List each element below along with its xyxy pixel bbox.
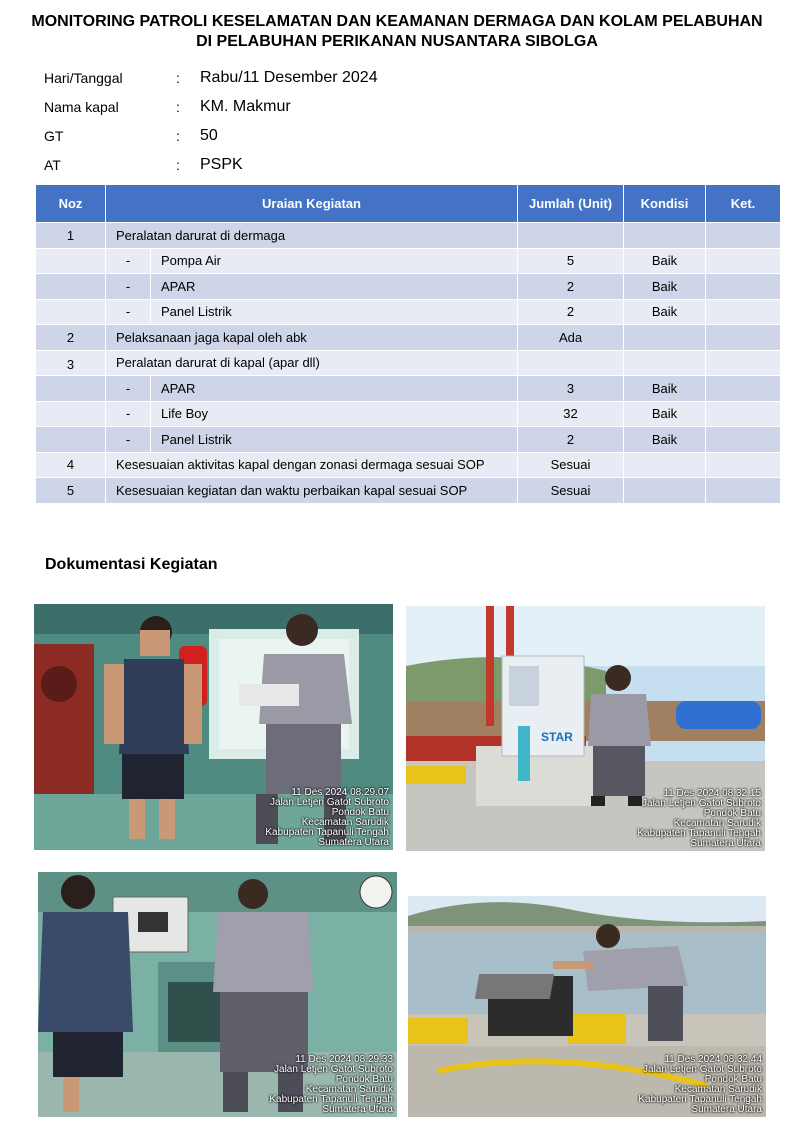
photo-dock-power-station — [406, 606, 765, 851]
cell-kondisi: Baik — [624, 427, 706, 453]
stamp-district: Kecamatan Sarudik — [305, 1084, 393, 1095]
cell-ket — [706, 248, 781, 274]
cell-no — [36, 376, 106, 402]
stamp-village: Pondok Batu — [335, 1074, 393, 1085]
info-colon: : — [176, 157, 180, 173]
info-value: KM. Makmur — [200, 98, 291, 115]
stamp-datetime: 11 Des 2024 08.32.15 — [663, 788, 761, 799]
cell-item: APAR — [151, 376, 518, 402]
cell-ket — [706, 401, 781, 427]
station-sign: STAR — [541, 730, 573, 744]
cell-dash: - — [106, 248, 151, 274]
cell-qty: 5 — [518, 248, 624, 274]
stamp-regency: Kabupaten Tapanuli Tengah — [638, 1094, 762, 1105]
stamp-datetime: 11 Des 2024 08.29.33 — [295, 1054, 393, 1065]
header-kondisi: Kondisi — [624, 185, 706, 223]
title-line-1: MONITORING PATROLI KESELAMATAN DAN KEAMANAN DERMAGA DAN KOLAM PELABUHAN — [31, 13, 763, 30]
stamp-datetime: 11 Des 2024 08.29.07 — [291, 787, 389, 798]
cell-qty: Sesuai — [518, 478, 624, 504]
cell-ket — [706, 299, 781, 325]
photo-stamp — [638, 1055, 762, 1115]
table-row — [36, 427, 781, 453]
cell-desc: Pelaksanaan jaga kapal oleh abk — [106, 325, 518, 351]
stamp-street: Jalan Letjen Gatot Subroto — [643, 1064, 762, 1075]
cell-qty: 2 — [518, 274, 624, 300]
table-row — [36, 299, 781, 325]
cell-ket — [706, 478, 781, 504]
cell-ket — [706, 350, 781, 376]
cell-kondisi: Baik — [624, 299, 706, 325]
stamp-street: Jalan Letjen Gatot Subroto — [270, 797, 389, 808]
cell-ket — [706, 427, 781, 453]
info-label: GT — [44, 128, 64, 144]
stamp-district: Kecamatan Sarudik — [301, 817, 389, 828]
cell-dash: - — [106, 274, 151, 300]
cell-desc: Peralatan darurat di kapal (apar dll) — [106, 350, 518, 376]
cell-kondisi: Baik — [624, 376, 706, 402]
cell-dash: - — [106, 299, 151, 325]
title-line-2: DI PELABUHAN PERIKANAN NUSANTARA SIBOLGA — [196, 33, 598, 50]
cell-item: Panel Listrik — [151, 299, 518, 325]
cell-ket — [706, 223, 781, 249]
stamp-province: Sumatera Utara — [318, 837, 389, 848]
cell-kondisi — [624, 223, 706, 249]
cell-dash: - — [106, 427, 151, 453]
cell-item: APAR — [151, 274, 518, 300]
table-row — [36, 223, 781, 249]
photo-harbor-box-inspection — [408, 896, 766, 1117]
cell-ket — [706, 325, 781, 351]
table-row — [36, 274, 781, 300]
cell-qty: Ada — [518, 325, 624, 351]
cell-kondisi — [624, 452, 706, 478]
table-row — [36, 325, 781, 351]
info-label: AT — [44, 157, 61, 173]
photo-stamp — [637, 789, 761, 849]
cell-item: Panel Listrik — [151, 427, 518, 453]
stamp-village: Pondok Batu — [703, 808, 761, 819]
document-title — [0, 12, 794, 52]
cell-qty — [518, 350, 624, 376]
cell-qty: Sesuai — [518, 452, 624, 478]
cell-kondisi — [624, 478, 706, 504]
header-no: Noz — [36, 185, 106, 223]
stamp-province: Sumatera Utara — [691, 1104, 762, 1115]
cell-kondisi: Baik — [624, 248, 706, 274]
cell-ket — [706, 274, 781, 300]
table-row — [36, 401, 781, 427]
cell-desc: Peralatan darurat di dermaga — [106, 223, 518, 249]
stamp-district: Kecamatan Sarudik — [674, 1084, 762, 1095]
cell-desc: Kesesuaian aktivitas kapal dengan zonasi dermaga sesuai SOP — [106, 452, 518, 478]
info-colon: : — [176, 128, 180, 144]
table-row — [36, 350, 781, 376]
cell-kondisi — [624, 350, 706, 376]
cell-no: 2 — [36, 325, 106, 351]
cell-kondisi — [624, 325, 706, 351]
cell-qty: 32 — [518, 401, 624, 427]
stamp-province: Sumatera Utara — [690, 838, 761, 849]
cell-no: 3 — [36, 350, 106, 376]
info-value: PSPK — [200, 156, 243, 173]
cell-no: 1 — [36, 223, 106, 249]
info-value: 50 — [200, 127, 218, 144]
stamp-regency: Kabupaten Tapanuli Tengah — [269, 1094, 393, 1105]
table-header-row — [36, 185, 781, 223]
table-row — [36, 452, 781, 478]
cell-item: Life Boy — [151, 401, 518, 427]
stamp-village: Pondok Batu — [331, 807, 389, 818]
cell-ket — [706, 376, 781, 402]
activity-table — [35, 184, 781, 504]
documentation-heading: Dokumentasi Kegiatan — [45, 556, 218, 573]
header-jumlah: Jumlah (Unit) — [518, 185, 624, 223]
cell-qty: 2 — [518, 299, 624, 325]
table-row — [36, 248, 781, 274]
info-label: Hari/Tanggal — [44, 70, 123, 86]
cell-kondisi: Baik — [624, 274, 706, 300]
cell-no — [36, 299, 106, 325]
photo-engine-panel-inspection — [38, 872, 397, 1117]
stamp-district: Kecamatan Sarudik — [673, 818, 761, 829]
cell-no — [36, 401, 106, 427]
stamp-street: Jalan Letjen Gatot Subroto — [274, 1064, 393, 1075]
header-ket: Ket. — [706, 185, 781, 223]
cell-dash: - — [106, 376, 151, 402]
cell-no: 5 — [36, 478, 106, 504]
info-value: Rabu/11 Desember 2024 — [200, 69, 378, 86]
stamp-regency: Kabupaten Tapanuli Tengah — [265, 827, 389, 838]
stamp-province: Sumatera Utara — [322, 1104, 393, 1115]
cell-dash: - — [106, 401, 151, 427]
stamp-datetime: 11 Des 2024 08.32.44 — [664, 1054, 762, 1065]
cell-desc: Kesesuaian kegiatan dan waktu perbaikan kapal sesuai SOP — [106, 478, 518, 504]
cell-no — [36, 427, 106, 453]
cell-no — [36, 274, 106, 300]
cell-ket — [706, 452, 781, 478]
photo-stamp — [269, 1055, 393, 1115]
cell-qty — [518, 223, 624, 249]
table-row — [36, 376, 781, 402]
info-colon: : — [176, 70, 180, 86]
cell-kondisi: Baik — [624, 401, 706, 427]
cell-qty: 3 — [518, 376, 624, 402]
cell-item: Pompa Air — [151, 248, 518, 274]
cell-no: 4 — [36, 452, 106, 478]
table-row — [36, 478, 781, 504]
stamp-street: Jalan Letjen Gatot Subroto — [642, 798, 761, 809]
cell-qty: 2 — [518, 427, 624, 453]
photo-stamp — [265, 788, 389, 848]
stamp-village: Pondok Batu — [704, 1074, 762, 1085]
info-label: Nama kapal — [44, 99, 119, 115]
photo-ship-cabin-inspection — [34, 604, 393, 850]
cell-no — [36, 248, 106, 274]
info-colon: : — [176, 99, 180, 115]
header-uraian: Uraian Kegiatan — [106, 185, 518, 223]
stamp-regency: Kabupaten Tapanuli Tengah — [637, 828, 761, 839]
